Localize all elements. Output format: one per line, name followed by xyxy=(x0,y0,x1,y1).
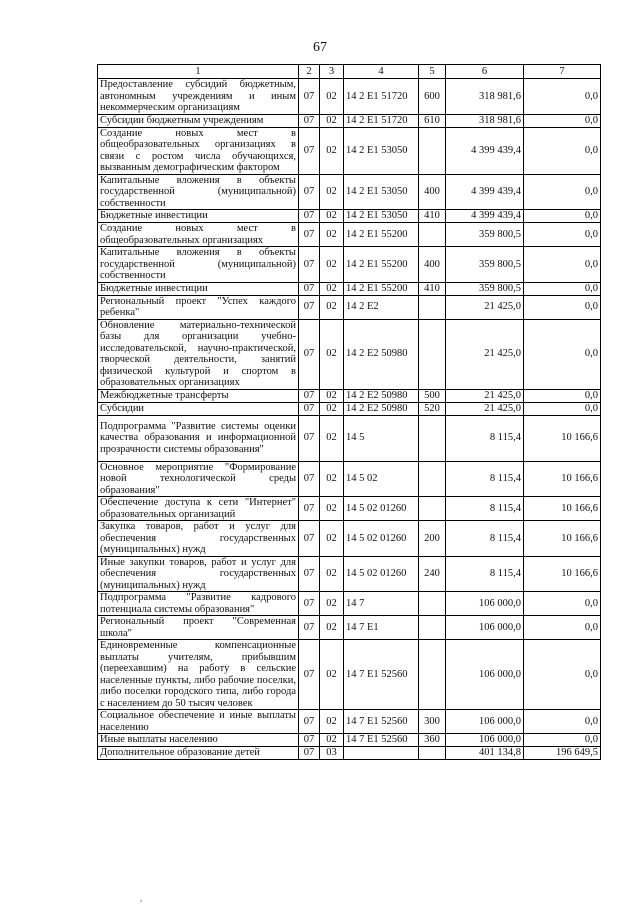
subsection-code: 02 xyxy=(320,223,344,247)
amount-col7: 0,0 xyxy=(524,247,601,283)
row-name: Капитальные вложения в объекты государственной (муниципальной) собственности xyxy=(98,247,299,283)
target-article-code: 14 2 E2 50980 xyxy=(344,389,419,402)
table-row xyxy=(98,556,601,592)
page-number: 67 xyxy=(313,40,327,55)
section-code: 07 xyxy=(299,415,320,461)
amount-col6: 359 800,5 xyxy=(446,247,524,283)
amount-col6: 8 115,4 xyxy=(446,556,524,592)
target-article-code: 14 2 E1 51720 xyxy=(344,114,419,127)
amount-col6: 318 981,6 xyxy=(446,79,524,115)
subsection-code: 02 xyxy=(320,127,344,174)
target-article-code: 14 7 xyxy=(344,592,419,616)
column-header: 4 xyxy=(344,65,419,79)
subsection-code: 02 xyxy=(320,415,344,461)
expense-type-code xyxy=(419,592,446,616)
table-row xyxy=(98,734,601,747)
expense-type-code xyxy=(419,461,446,497)
subsection-code: 02 xyxy=(320,497,344,521)
row-name: Подпрограмма "Развитие системы оценки качества образования и информационной прозрачности системы образования" xyxy=(98,415,299,461)
subsection-code: 02 xyxy=(320,592,344,616)
table-row xyxy=(98,247,601,283)
target-article-code: 14 2 E2 xyxy=(344,295,419,319)
amount-col6: 318 981,6 xyxy=(446,114,524,127)
subsection-code: 02 xyxy=(320,247,344,283)
section-code: 07 xyxy=(299,319,320,389)
expense-type-code: 410 xyxy=(419,210,446,223)
row-name: Дополнительное образование детей xyxy=(98,747,299,760)
target-article-code: 14 2 E1 53050 xyxy=(344,210,419,223)
table-row xyxy=(98,461,601,497)
amount-col7: 0,0 xyxy=(524,389,601,402)
amount-col7: 0,0 xyxy=(524,592,601,616)
subsection-code: 02 xyxy=(320,521,344,557)
target-article-code: 14 2 E2 50980 xyxy=(344,319,419,389)
subsection-code: 02 xyxy=(320,114,344,127)
expense-type-code xyxy=(419,127,446,174)
amount-col7: 10 166,6 xyxy=(524,461,601,497)
table-row xyxy=(98,210,601,223)
table-header-row xyxy=(98,65,601,79)
subsection-code: 02 xyxy=(320,174,344,210)
column-header: 5 xyxy=(419,65,446,79)
amount-col7: 196 649,5 xyxy=(524,747,601,760)
amount-col7: 0,0 xyxy=(524,710,601,734)
subsection-code: 02 xyxy=(320,402,344,415)
amount-col6: 4 399 439,4 xyxy=(446,127,524,174)
section-code: 07 xyxy=(299,616,320,640)
section-code: 07 xyxy=(299,389,320,402)
expense-type-code xyxy=(419,616,446,640)
section-code: 07 xyxy=(299,174,320,210)
row-name: Основное мероприятие "Формирование новой технологической среды образования" xyxy=(98,461,299,497)
row-name: Социальное обеспечение и иные выплаты населению xyxy=(98,710,299,734)
row-name: Региональный проект "Современная школа" xyxy=(98,616,299,640)
amount-col7: 0,0 xyxy=(524,282,601,295)
amount-col7: 10 166,6 xyxy=(524,415,601,461)
table-row xyxy=(98,114,601,127)
section-code: 07 xyxy=(299,592,320,616)
amount-col7: 0,0 xyxy=(524,616,601,640)
expense-type-code xyxy=(419,747,446,760)
table-row xyxy=(98,295,601,319)
table-row xyxy=(98,319,601,389)
section-code: 07 xyxy=(299,114,320,127)
amount-col7: 0,0 xyxy=(524,114,601,127)
amount-col7: 0,0 xyxy=(524,640,601,710)
expense-type-code: 300 xyxy=(419,710,446,734)
target-article-code: 14 2 E1 55200 xyxy=(344,223,419,247)
section-code: 07 xyxy=(299,640,320,710)
column-header: 2 xyxy=(299,65,320,79)
amount-col7: 0,0 xyxy=(524,210,601,223)
row-name: Обеспечение доступа к сети "Интернет" образовательных организаций xyxy=(98,497,299,521)
section-code: 07 xyxy=(299,79,320,115)
target-article-code: 14 2 E1 53050 xyxy=(344,127,419,174)
amount-col6: 21 425,0 xyxy=(446,402,524,415)
column-header: 7 xyxy=(524,65,601,79)
target-article-code: 14 2 E2 50980 xyxy=(344,402,419,415)
amount-col6: 8 115,4 xyxy=(446,461,524,497)
subsection-code: 02 xyxy=(320,282,344,295)
section-code: 07 xyxy=(299,497,320,521)
expense-type-code xyxy=(419,319,446,389)
table-row xyxy=(98,282,601,295)
amount-col7: 0,0 xyxy=(524,174,601,210)
amount-col7: 0,0 xyxy=(524,734,601,747)
section-code: 07 xyxy=(299,295,320,319)
subsection-code: 02 xyxy=(320,295,344,319)
table-row xyxy=(98,640,601,710)
section-code: 07 xyxy=(299,210,320,223)
table-row xyxy=(98,389,601,402)
target-article-code xyxy=(344,747,419,760)
target-article-code: 14 7 E1 52560 xyxy=(344,734,419,747)
subsection-code: 02 xyxy=(320,389,344,402)
amount-col6: 4 399 439,4 xyxy=(446,210,524,223)
row-name: Капитальные вложения в объекты государственной (муниципальной) собственности xyxy=(98,174,299,210)
amount-col7: 0,0 xyxy=(524,319,601,389)
row-name: Региональный проект "Успех каждого ребенка" xyxy=(98,295,299,319)
section-code: 07 xyxy=(299,127,320,174)
budget-table xyxy=(97,64,601,760)
table-row xyxy=(98,710,601,734)
amount-col7: 10 166,6 xyxy=(524,556,601,592)
expense-type-code: 520 xyxy=(419,402,446,415)
target-article-code: 14 5 02 01260 xyxy=(344,556,419,592)
amount-col7: 10 166,6 xyxy=(524,521,601,557)
subsection-code: 02 xyxy=(320,210,344,223)
row-name: Субсидии бюджетным учреждениям xyxy=(98,114,299,127)
subsection-code: 03 xyxy=(320,747,344,760)
amount-col6: 21 425,0 xyxy=(446,319,524,389)
expense-type-code: 360 xyxy=(419,734,446,747)
subsection-code: 02 xyxy=(320,556,344,592)
row-name: Единовременные компенсационные выплаты учителям, прибывшим (переехавшим) на работу в сельские населенные пункты, либо рабочие поселки, либо поселки городского типа, либо города с населением до 50 тысяч человек xyxy=(98,640,299,710)
amount-col6: 401 134,8 xyxy=(446,747,524,760)
table-row xyxy=(98,79,601,115)
row-name: Обновление материально-технической базы для организации учебно-исследовательской, научно-практической, творческой деятельности, занятий физической культурой и спортом в образовательных организациях xyxy=(98,319,299,389)
amount-col6: 359 800,5 xyxy=(446,223,524,247)
amount-col6: 21 425,0 xyxy=(446,295,524,319)
subsection-code: 02 xyxy=(320,710,344,734)
section-code: 07 xyxy=(299,734,320,747)
row-name: Закупка товаров, работ и услуг для обеспечения государственных (муниципальных) нужд xyxy=(98,521,299,557)
target-article-code: 14 5 xyxy=(344,415,419,461)
section-code: 07 xyxy=(299,223,320,247)
column-header: 3 xyxy=(320,65,344,79)
section-code: 07 xyxy=(299,710,320,734)
target-article-code: 14 2 E1 53050 xyxy=(344,174,419,210)
expense-type-code xyxy=(419,415,446,461)
expense-type-code xyxy=(419,223,446,247)
amount-col7: 0,0 xyxy=(524,402,601,415)
amount-col6: 106 000,0 xyxy=(446,710,524,734)
row-name: Создание новых мест в общеобразовательных организациях в связи с ростом числа обучающихся, вызванным демографическим фактором xyxy=(98,127,299,174)
expense-type-code xyxy=(419,640,446,710)
amount-col6: 106 000,0 xyxy=(446,734,524,747)
row-name: Бюджетные инвестиции xyxy=(98,282,299,295)
table-row xyxy=(98,127,601,174)
table-row xyxy=(98,223,601,247)
amount-col7: 0,0 xyxy=(524,79,601,115)
expense-type-code: 600 xyxy=(419,79,446,115)
row-name: Подпрограмма "Развитие кадрового потенциала системы образования" xyxy=(98,592,299,616)
section-code: 07 xyxy=(299,247,320,283)
table-row xyxy=(98,174,601,210)
subsection-code: 02 xyxy=(320,461,344,497)
amount-col6: 21 425,0 xyxy=(446,389,524,402)
table-row xyxy=(98,747,601,760)
subsection-code: 02 xyxy=(320,319,344,389)
expense-type-code xyxy=(419,295,446,319)
row-name: Иные закупки товаров, работ и услуг для обеспечения государственных (муниципальных) нужд xyxy=(98,556,299,592)
table-row xyxy=(98,415,601,461)
section-code: 07 xyxy=(299,521,320,557)
amount-col7: 0,0 xyxy=(524,127,601,174)
target-article-code: 14 2 E1 55200 xyxy=(344,282,419,295)
expense-type-code: 500 xyxy=(419,389,446,402)
table-row xyxy=(98,592,601,616)
row-name: Предоставление субсидий бюджетным, автономным учреждениям и иным некоммерческим организациям xyxy=(98,79,299,115)
table-row xyxy=(98,521,601,557)
target-article-code: 14 5 02 xyxy=(344,461,419,497)
amount-col7: 10 166,6 xyxy=(524,497,601,521)
amount-col6: 4 399 439,4 xyxy=(446,174,524,210)
target-article-code: 14 7 E1 52560 xyxy=(344,640,419,710)
subsection-code: 02 xyxy=(320,79,344,115)
amount-col6: 359 800,5 xyxy=(446,282,524,295)
row-name: Межбюджетные трансферты xyxy=(98,389,299,402)
table-row xyxy=(98,402,601,415)
row-name: Создание новых мест в общеобразовательных организациях xyxy=(98,223,299,247)
scan-mark: , xyxy=(140,893,143,903)
target-article-code: 14 7 E1 xyxy=(344,616,419,640)
amount-col6: 8 115,4 xyxy=(446,497,524,521)
subsection-code: 02 xyxy=(320,640,344,710)
section-code: 07 xyxy=(299,556,320,592)
target-article-code: 14 2 E1 55200 xyxy=(344,247,419,283)
target-article-code: 14 7 E1 52560 xyxy=(344,710,419,734)
section-code: 07 xyxy=(299,747,320,760)
row-name: Субсидии xyxy=(98,402,299,415)
expense-type-code: 410 xyxy=(419,282,446,295)
table-row xyxy=(98,497,601,521)
column-header: 1 xyxy=(98,65,299,79)
row-name: Бюджетные инвестиции xyxy=(98,210,299,223)
amount-col6: 106 000,0 xyxy=(446,592,524,616)
row-name: Иные выплаты населению xyxy=(98,734,299,747)
expense-type-code xyxy=(419,497,446,521)
expense-type-code: 610 xyxy=(419,114,446,127)
expense-type-code: 400 xyxy=(419,174,446,210)
column-header: 6 xyxy=(446,65,524,79)
section-code: 07 xyxy=(299,402,320,415)
amount-col7: 0,0 xyxy=(524,223,601,247)
expense-type-code: 240 xyxy=(419,556,446,592)
target-article-code: 14 5 02 01260 xyxy=(344,521,419,557)
subsection-code: 02 xyxy=(320,734,344,747)
expense-type-code: 400 xyxy=(419,247,446,283)
target-article-code: 14 5 02 01260 xyxy=(344,497,419,521)
section-code: 07 xyxy=(299,461,320,497)
subsection-code: 02 xyxy=(320,616,344,640)
amount-col6: 8 115,4 xyxy=(446,415,524,461)
expense-type-code: 200 xyxy=(419,521,446,557)
table-row xyxy=(98,616,601,640)
amount-col7: 0,0 xyxy=(524,295,601,319)
amount-col6: 106 000,0 xyxy=(446,640,524,710)
amount-col6: 8 115,4 xyxy=(446,521,524,557)
target-article-code: 14 2 E1 51720 xyxy=(344,79,419,115)
section-code: 07 xyxy=(299,282,320,295)
amount-col6: 106 000,0 xyxy=(446,616,524,640)
